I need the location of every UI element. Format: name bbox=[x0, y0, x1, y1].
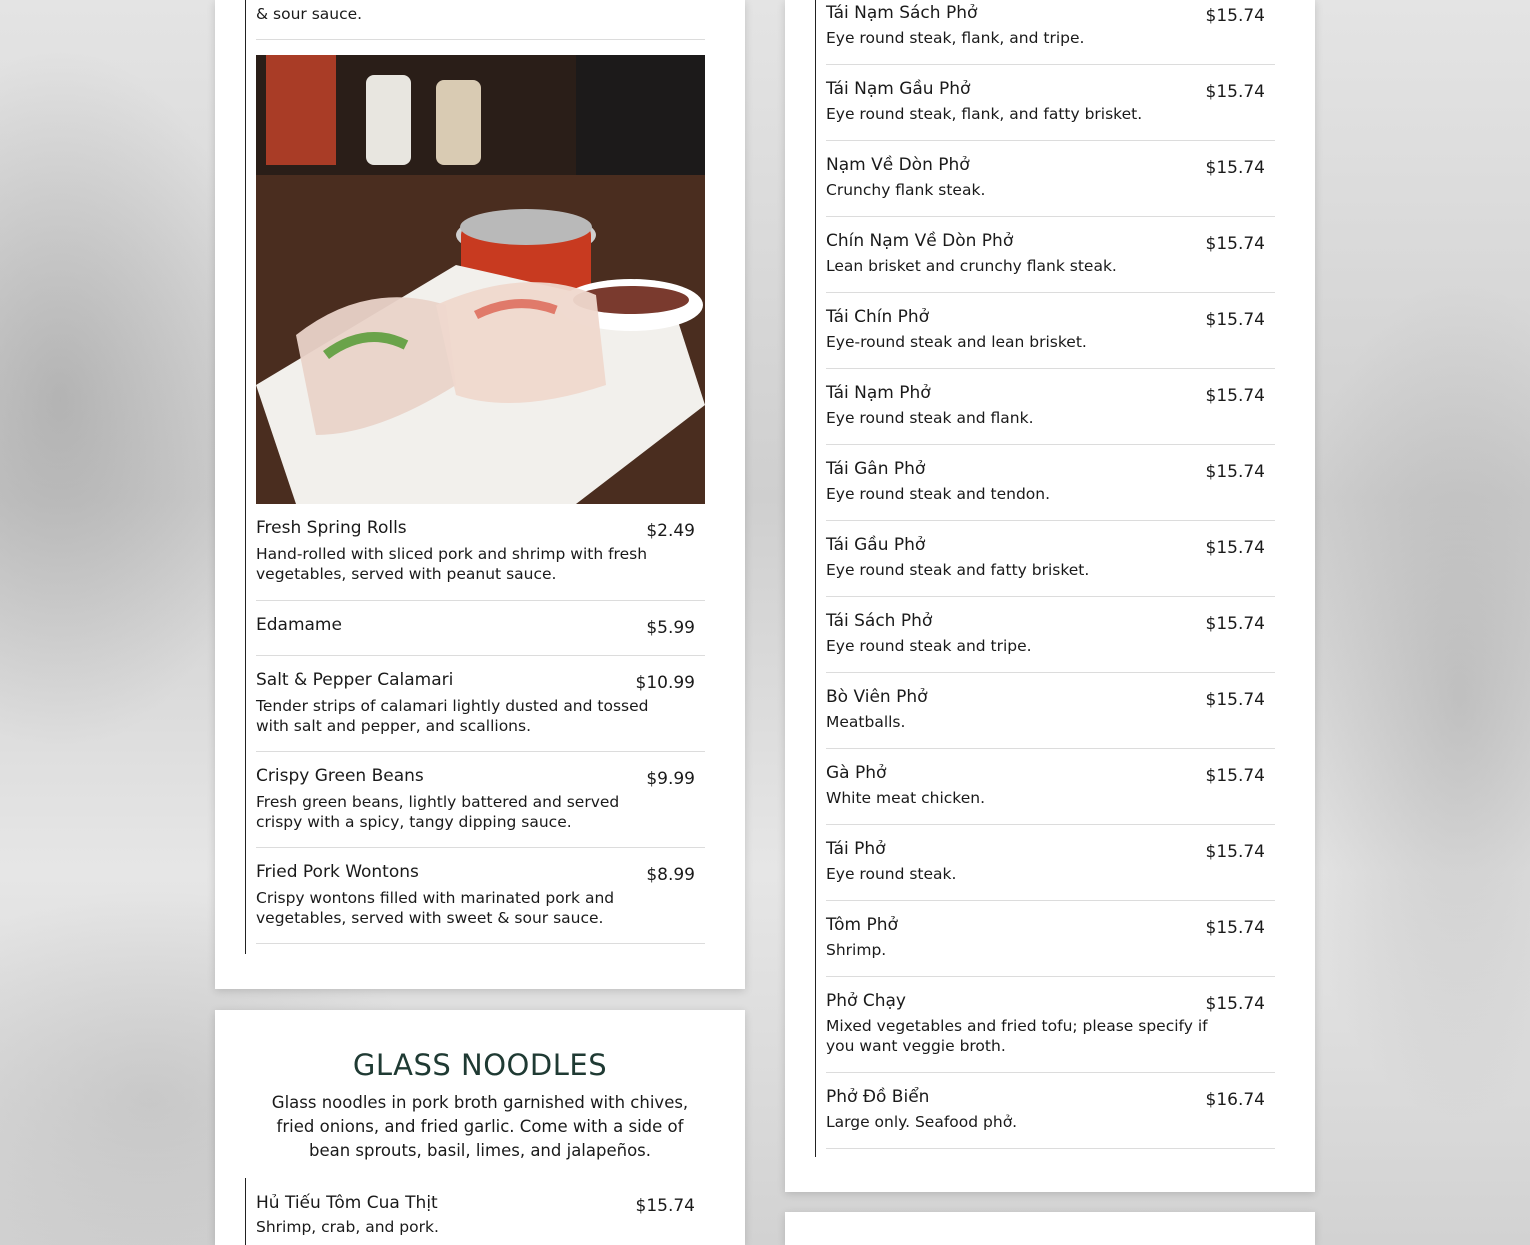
item-name: Tái Nạm Phở bbox=[826, 383, 931, 403]
section-description: Glass noodles in pork broth garnished with chives, fried onions, and fried garlic. Come with a side of bean sprouts, basil, limes, and jalapeños. bbox=[271, 1093, 689, 1160]
item-price: $16.74 bbox=[1205, 1090, 1265, 1110]
menu-item[interactable] bbox=[256, 667, 705, 752]
item-price: $15.74 bbox=[1205, 842, 1265, 862]
spring-rolls-image bbox=[256, 55, 705, 504]
item-name: Bò Viên Phở bbox=[826, 687, 928, 707]
item-price: $15.74 bbox=[1205, 234, 1265, 254]
item-price: $15.74 bbox=[1205, 6, 1265, 26]
item-price: $15.74 bbox=[1205, 462, 1265, 482]
item-price: $9.99 bbox=[646, 769, 695, 789]
item-description: Eye round steak and fatty brisket. bbox=[826, 561, 1090, 579]
item-name: Tái Gân Phở bbox=[826, 459, 926, 479]
next-section-card bbox=[785, 1212, 1315, 1245]
spring-rolls-photo bbox=[256, 55, 705, 504]
menu-item[interactable] bbox=[826, 520, 1275, 597]
item-name: Chín Nạm Về Dòn Phở bbox=[826, 231, 1014, 251]
card-rail bbox=[245, 1178, 246, 1245]
item-name: Edamame bbox=[256, 615, 342, 635]
item-description: Meatballs. bbox=[826, 713, 906, 731]
item-description: Eye round steak, flank, and fatty brisket. bbox=[826, 105, 1143, 123]
item-price: $15.74 bbox=[1205, 690, 1265, 710]
item-description: Shrimp, crab, and pork. bbox=[256, 1218, 439, 1236]
menu-item[interactable] bbox=[826, 368, 1275, 445]
menu-item[interactable] bbox=[826, 976, 1275, 1073]
item-name: Crispy Green Beans bbox=[256, 766, 424, 786]
item-name: Nạm Về Dòn Phở bbox=[826, 155, 970, 175]
item-price: $15.74 bbox=[1205, 310, 1265, 330]
item-description: Tender strips of calamari lightly dusted and tossed with salt and pepper, and scallions. bbox=[256, 697, 649, 735]
menu-item[interactable] bbox=[826, 444, 1275, 521]
item-price: $15.74 bbox=[1205, 82, 1265, 102]
menu-item[interactable] bbox=[256, 763, 705, 848]
item-price: $15.74 bbox=[1205, 994, 1265, 1014]
item-price: $15.74 bbox=[1205, 614, 1265, 634]
menu-item[interactable] bbox=[826, 64, 1275, 141]
item-price: $10.99 bbox=[635, 673, 695, 693]
menu-item[interactable] bbox=[826, 748, 1275, 825]
menu-item[interactable] bbox=[826, 900, 1275, 977]
item-description: & sour sauce. bbox=[256, 5, 363, 23]
item-description: Shrimp. bbox=[826, 941, 887, 959]
item-price: $15.74 bbox=[1205, 766, 1265, 786]
item-name: Fried Pork Wontons bbox=[256, 862, 419, 882]
menu-item[interactable] bbox=[826, 824, 1275, 901]
item-name: Phở Đồ Biển bbox=[826, 1087, 930, 1107]
item-name: Gà Phở bbox=[826, 763, 887, 783]
menu-item[interactable] bbox=[826, 0, 1275, 65]
item-name: Phở Chạy bbox=[826, 991, 906, 1011]
item-name: Fresh Spring Rolls bbox=[256, 518, 407, 538]
item-description: Lean brisket and crunchy flank steak. bbox=[826, 257, 1117, 275]
item-name: Salt & Pepper Calamari bbox=[256, 670, 454, 690]
item-name: Tái Gầu Phở bbox=[826, 535, 926, 555]
item-description: Mixed vegetables and fried tofu; please specify if you want veggie broth. bbox=[826, 1017, 1208, 1055]
item-price: $15.74 bbox=[1205, 538, 1265, 558]
menu-item[interactable] bbox=[256, 515, 705, 601]
card-rail bbox=[245, 0, 246, 954]
menu-item[interactable] bbox=[256, 612, 705, 656]
menu-item[interactable] bbox=[826, 596, 1275, 673]
item-price: $15.74 bbox=[1205, 386, 1265, 406]
menu-item[interactable] bbox=[826, 216, 1275, 293]
pho-card bbox=[785, 0, 1315, 1192]
section-title: GLASS NOODLES bbox=[352, 1048, 608, 1082]
card-rail bbox=[815, 0, 816, 1157]
item-price: $8.99 bbox=[646, 865, 695, 885]
item-description: Eye-round steak and lean brisket. bbox=[826, 333, 1087, 351]
item-name: Tái Nạm Sách Phở bbox=[826, 3, 978, 23]
menu-item-partial bbox=[256, 0, 705, 40]
menu-item[interactable] bbox=[826, 292, 1275, 369]
item-price: $15.74 bbox=[1205, 918, 1265, 938]
item-price: $15.74 bbox=[1205, 158, 1265, 178]
item-price: $5.99 bbox=[646, 618, 695, 638]
item-description: Large only. Seafood phở. bbox=[826, 1113, 1018, 1131]
item-name: Tái Nạm Gầu Phở bbox=[826, 79, 971, 99]
glass-noodles-card bbox=[215, 1010, 745, 1245]
menu-item[interactable] bbox=[826, 672, 1275, 749]
menu-item[interactable] bbox=[256, 1190, 705, 1245]
menu-item[interactable] bbox=[826, 140, 1275, 217]
item-description: Eye round steak. bbox=[826, 865, 957, 883]
item-description: Eye round steak and flank. bbox=[826, 409, 1034, 427]
item-price: $15.74 bbox=[635, 1196, 695, 1216]
item-description: Crispy wontons filled with marinated pork and vegetables, served with sweet & sour sauce. bbox=[256, 889, 615, 927]
item-description: Fresh green beans, lightly battered and served crispy with a spicy, tangy dipping sauce. bbox=[256, 793, 620, 831]
item-name: Tái Chín Phở bbox=[826, 307, 930, 327]
item-description: Eye round steak and tendon. bbox=[826, 485, 1051, 503]
appetizers-card bbox=[215, 0, 745, 989]
item-name: Tôm Phở bbox=[826, 915, 898, 935]
menu-item[interactable] bbox=[256, 859, 705, 944]
item-name: Hủ Tiếu Tôm Cua Thịt bbox=[256, 1193, 438, 1213]
item-description: White meat chicken. bbox=[826, 789, 986, 807]
menu-item[interactable] bbox=[826, 1072, 1275, 1149]
item-description: Eye round steak, flank, and tripe. bbox=[826, 29, 1085, 47]
item-description: Eye round steak and tripe. bbox=[826, 637, 1032, 655]
item-price: $2.49 bbox=[646, 521, 695, 541]
item-description: Crunchy flank steak. bbox=[826, 181, 986, 199]
item-description: Hand-rolled with sliced pork and shrimp with fresh vegetables, served with peanut sauce. bbox=[256, 545, 648, 583]
item-name: Tái Sách Phở bbox=[826, 611, 933, 631]
item-name: Tái Phở bbox=[826, 839, 886, 859]
